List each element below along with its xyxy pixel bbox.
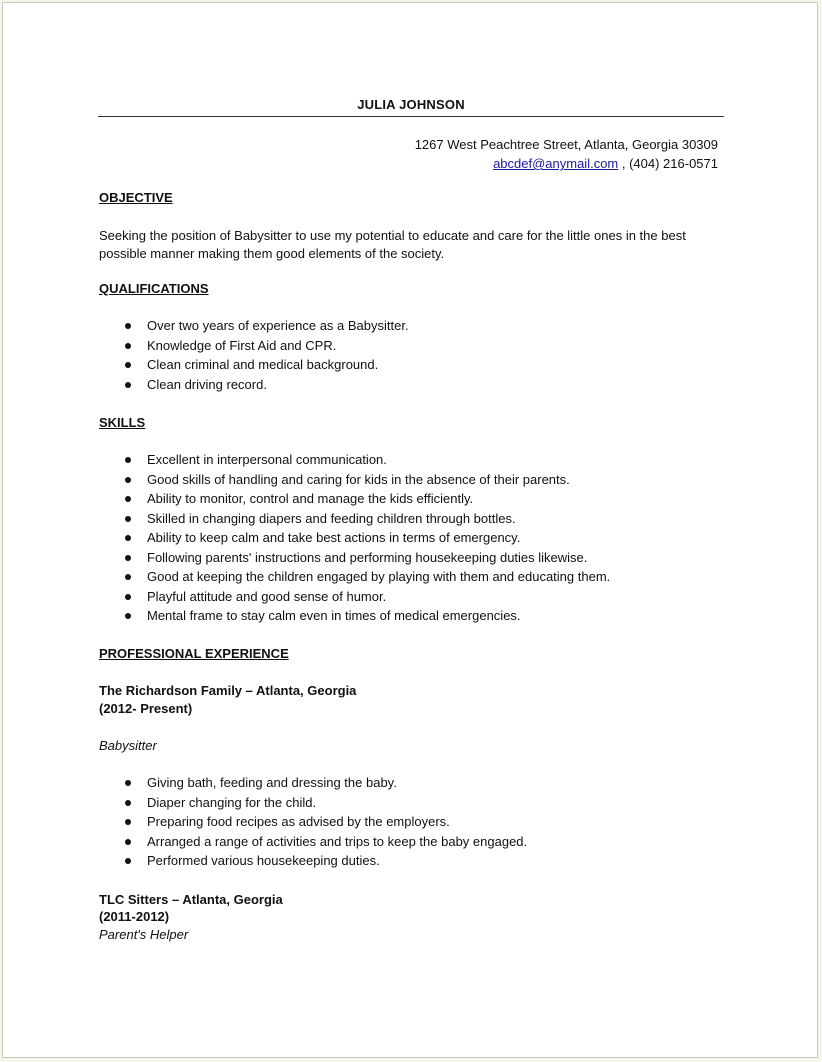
list-item: Playful attitude and good sense of humor. [99, 587, 610, 607]
list-item: Arranged a range of activities and trips to keep the baby engaged. [99, 832, 527, 852]
email-link[interactable]: abcdef@anymail.com [493, 156, 619, 171]
header-divider [98, 116, 724, 117]
list-item: Following parents' instructions and performing housekeeping duties likewise. [99, 548, 610, 568]
list-item: Over two years of experience as a Babysitter. [99, 316, 409, 336]
phone: , (404) 216-0571 [618, 156, 718, 171]
list-item: Ability to monitor, control and manage the kids efficiently. [99, 489, 610, 509]
address: 1267 West Peachtree Street, Atlanta, Georgia 30309 [414, 137, 718, 152]
qualifications-heading: QUALIFICATIONS [99, 281, 209, 296]
job-2-dates: (2011-2012) [99, 909, 170, 924]
list-item: Performed various housekeeping duties. [99, 851, 527, 871]
qualifications-list [99, 316, 409, 394]
objective-line-2: possible manner making them good elements of the society. [99, 246, 445, 261]
list-item: Good skills of handling and caring for kids in the absence of their parents. [99, 470, 610, 490]
job-1-duties [99, 773, 527, 871]
job-1-role: Babysitter [99, 738, 157, 753]
job-1-employer: The Richardson Family – Atlanta, Georgia [99, 683, 357, 698]
objective-line-1: Seeking the position of Babysitter to use my potential to educate and care for the little ones in the best [99, 228, 686, 243]
list-item: Skilled in changing diapers and feeding children through bottles. [99, 509, 610, 529]
list-item: Mental frame to stay calm even in times of medical emergencies. [99, 606, 610, 626]
job-2-role: Parent's Helper [99, 927, 189, 942]
list-item: Clean driving record. [99, 375, 409, 395]
objective-text [99, 227, 709, 263]
list-item: Preparing food recipes as advised by the employers. [99, 812, 527, 832]
email-phone-line [415, 154, 718, 173]
skills-list [99, 450, 610, 626]
list-item: Diaper changing for the child. [99, 793, 527, 813]
resume-name: JULIA JOHNSON [357, 97, 465, 112]
experience-heading: PROFESSIONAL EXPERIENCE [99, 646, 289, 661]
list-item: Excellent in interpersonal communication. [99, 450, 610, 470]
job-1-dates: (2012- Present) [99, 701, 193, 716]
list-item: Knowledge of First Aid and CPR. [99, 336, 409, 356]
contact-block [415, 135, 718, 173]
job-2-employer: TLC Sitters – Atlanta, Georgia [99, 892, 283, 907]
list-item: Clean criminal and medical background. [99, 355, 409, 375]
objective-heading: OBJECTIVE [99, 190, 173, 205]
list-item: Giving bath, feeding and dressing the baby. [99, 773, 527, 793]
list-item: Good at keeping the children engaged by playing with them and educating them. [99, 567, 610, 587]
skills-heading: SKILLS [99, 415, 146, 430]
list-item: Ability to keep calm and take best actions in terms of emergency. [99, 528, 610, 548]
